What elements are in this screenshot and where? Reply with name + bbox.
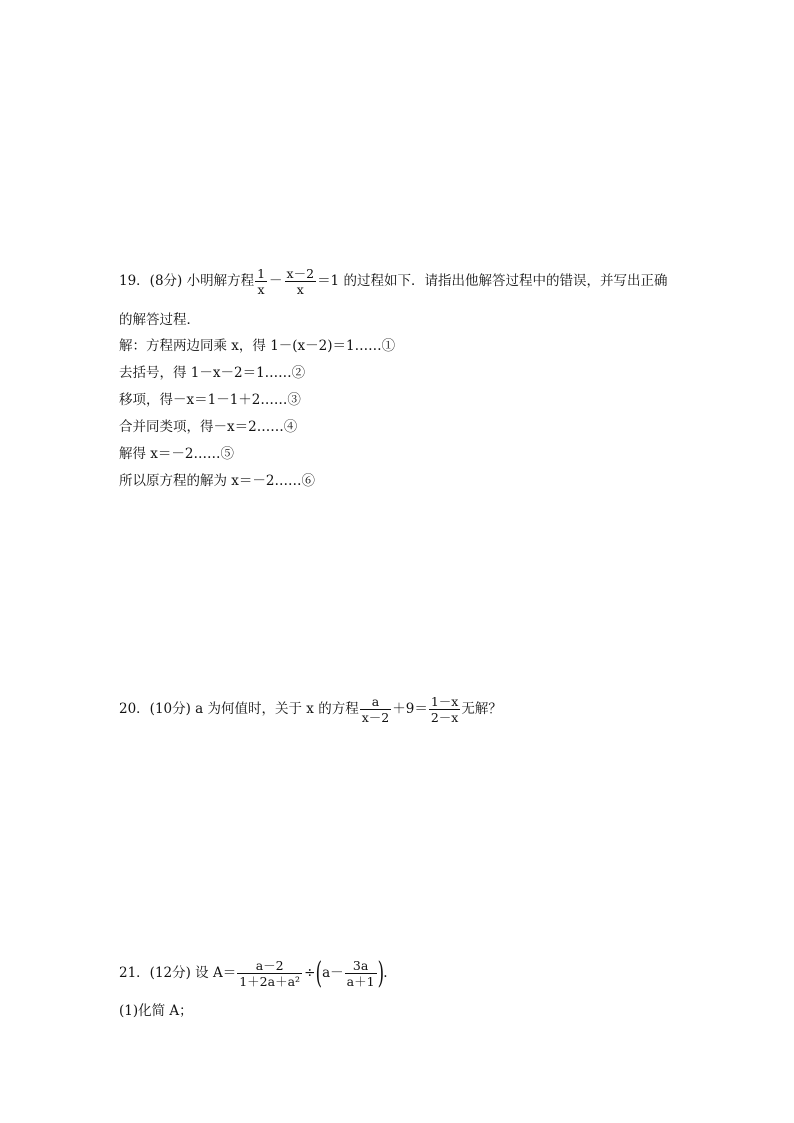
- q21-prefix: 21．(12分) 设 A＝: [119, 965, 237, 981]
- q19-stem-line1: [119, 266, 667, 297]
- q19-fraction-1: [255, 266, 267, 297]
- q19-suffix: 的过程如下．请指出他解答过程中的错误，并写出正确: [339, 273, 668, 289]
- q19-minus: －: [269, 273, 283, 289]
- q20-frac1-denominator: x－2: [361, 710, 390, 725]
- q19-frac2-denominator: x: [296, 282, 304, 297]
- q21-right-paren: ): [377, 955, 384, 991]
- q21-divide: ÷: [304, 965, 316, 981]
- q19-step-5: 解得 x＝－2……⑤: [119, 446, 234, 462]
- q19-step-4: 合并同类项，得－x＝2……④: [119, 419, 298, 435]
- q19-stem-line2: 的解答过程．: [119, 312, 200, 328]
- q20-fraction-1: [360, 694, 392, 725]
- q20-frac2-denominator: 2－x: [430, 710, 459, 725]
- q20-suffix: 无解？: [461, 701, 502, 717]
- q19-step-1: 解：方程两边同乘 x，得 1－(x－2)＝1……①: [119, 338, 396, 354]
- q20-fraction-2: [429, 694, 461, 725]
- q21-part-1: (1)化简 A；: [119, 1003, 193, 1019]
- q20-stem: [119, 694, 502, 725]
- q21-frac1-numerator: a－2: [237, 958, 302, 974]
- q19-step-3: 移项，得－x＝1－1＋2……③: [119, 392, 301, 408]
- q19-step-2: 去括号，得 1－x－2＝1……②: [119, 365, 306, 381]
- q19-step-6: 所以原方程的解为 x＝－2……⑥: [119, 473, 315, 489]
- q20-prefix: 20．(10分) a 为何值时，关于 x 的方程: [119, 701, 359, 717]
- q21-period: .: [383, 965, 388, 981]
- q19-frac1-denominator: x: [257, 282, 265, 297]
- q20-mid: ＋9＝: [392, 701, 428, 717]
- q20-frac1-numerator: a: [360, 694, 392, 710]
- q21-frac2-denominator: a＋1: [346, 974, 375, 989]
- q21-left-paren: (: [316, 955, 323, 991]
- q19-frac1-numerator: 1: [257, 266, 266, 281]
- q19-fraction-2: [285, 266, 317, 297]
- q21-a-minus: a－: [322, 965, 344, 981]
- q21-frac1-denominator: 1＋2a＋a²: [239, 974, 301, 989]
- q19-frac2-numerator: x－2: [286, 266, 315, 281]
- q21-fraction-1: [237, 958, 302, 989]
- q21-fraction-2: [345, 958, 377, 989]
- q21-stem: [119, 955, 388, 991]
- q19-rhs: ＝1: [317, 273, 340, 289]
- q21-frac2-numerator: 3a: [345, 958, 377, 974]
- q19-prefix: 19．(8分) 小明解方程: [119, 273, 255, 289]
- q20-frac2-numerator: 1－x: [430, 694, 459, 709]
